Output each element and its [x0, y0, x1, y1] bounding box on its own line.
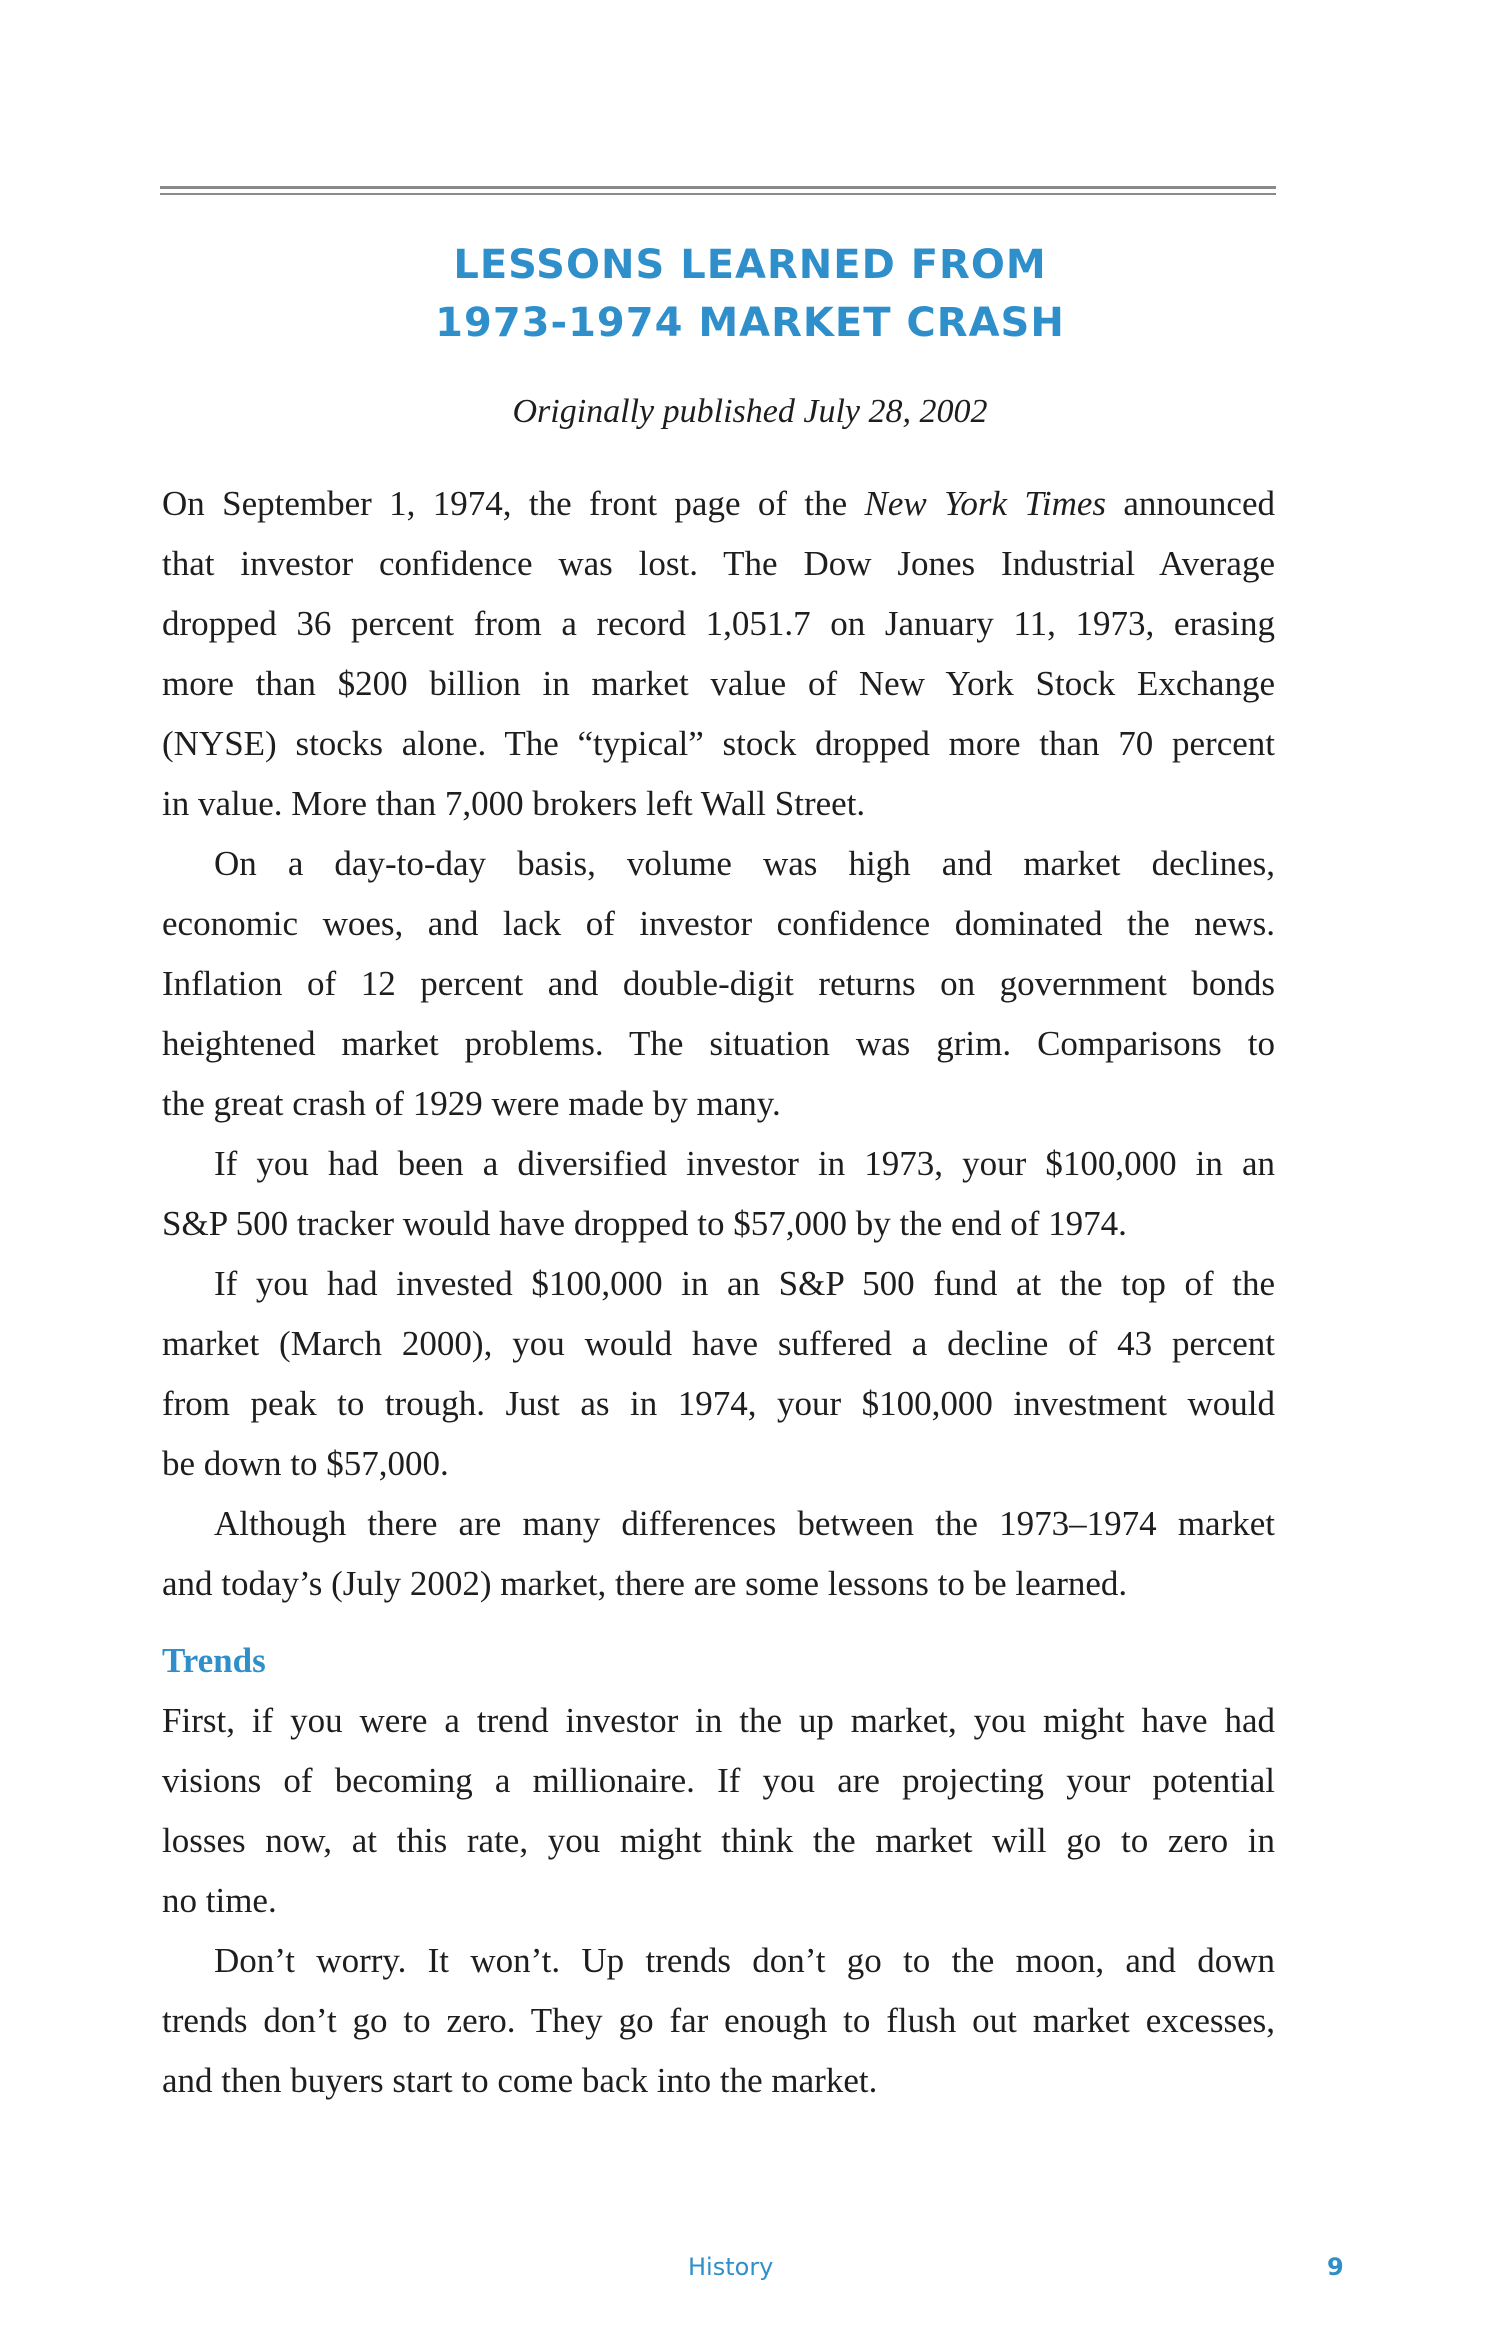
paragraph-line — [162, 534, 1275, 594]
paragraph-line — [162, 894, 1275, 954]
text-segment: announced — [1106, 484, 1275, 523]
paragraph-line — [162, 714, 1275, 774]
line-text: in value. More than 7,000 brokers left Wall Street. — [162, 784, 866, 823]
line-text: Inflation of 12 percent and double-digit returns on government bonds — [162, 964, 1275, 1003]
paragraph-line — [162, 594, 1275, 654]
paragraph-line — [162, 834, 1275, 894]
title-line-2: 1973-1974 MARKET CRASH — [435, 300, 1065, 346]
paragraph-line — [162, 1931, 1275, 1991]
line-text: that investor confidence was lost. The Dow Jones Industrial Average — [162, 544, 1275, 583]
paragraph-line — [162, 1074, 1275, 1134]
text-segment: On September 1, 1974, the front page of the — [162, 484, 865, 523]
paragraph-line — [162, 1434, 1275, 1494]
line-text: If you had invested $100,000 in an S&P 500 fund at the top of the — [214, 1264, 1275, 1303]
publication-name: New York Times — [864, 484, 1107, 523]
paragraph-line — [162, 1014, 1275, 1074]
footer-section: History — [688, 2253, 774, 2281]
paragraph-line — [162, 474, 1275, 534]
publication-date: Originally published July 28, 2002 — [512, 393, 988, 430]
paragraph-line — [162, 2051, 1275, 2111]
paragraph-line — [162, 654, 1275, 714]
paragraph-line — [162, 1374, 1275, 1434]
article-title — [0, 236, 1500, 352]
paragraph-line — [162, 1314, 1275, 1374]
paragraph-line — [162, 1494, 1275, 1554]
line-text: Although there are many differences between the 1973–1974 market — [214, 1504, 1275, 1543]
paragraph-line — [162, 1194, 1275, 1254]
article-body — [162, 474, 1275, 2111]
title-line-1: LESSONS LEARNED FROM — [453, 242, 1047, 288]
line-text: trends don’t go to zero. They go far enough to flush out market excesses, — [162, 2001, 1275, 2040]
line-text: First, if you were a trend investor in the up market, you might have had — [162, 1701, 1275, 1740]
line-text: Don’t worry. It won’t. Up trends don’t go to the moon, and down — [214, 1941, 1275, 1980]
line-text: dropped 36 percent from a record 1,051.7 on January 11, 1973, erasing — [162, 604, 1275, 643]
paragraph-line — [162, 1554, 1275, 1614]
paragraph-7 — [162, 1931, 1275, 2111]
line-text: from peak to trough. Just as in 1974, your $100,000 investment would — [162, 1384, 1275, 1423]
paragraph-line — [162, 1811, 1275, 1871]
line-text: (NYSE) stocks alone. The “typical” stock dropped more than 70 percent — [162, 724, 1275, 763]
paragraph-2 — [162, 834, 1275, 1134]
line-text: market (March 2000), you would have suffered a decline of 43 percent — [162, 1324, 1275, 1363]
top-rule — [160, 186, 1276, 189]
paragraph-line — [162, 1134, 1275, 1194]
line-text: more than $200 billion in market value of New York Stock Exchange — [162, 664, 1275, 703]
paragraph-line — [162, 1751, 1275, 1811]
line-text: be down to $57,000. — [162, 1444, 449, 1483]
line-text: economic woes, and lack of investor confidence dominated the news. — [162, 904, 1275, 943]
line-text: If you had been a diversified investor in 1973, your $100,000 in an — [214, 1144, 1275, 1183]
paragraph-line — [162, 1991, 1275, 2051]
paragraph-1 — [162, 534, 1275, 834]
paragraph-4 — [162, 1254, 1275, 1494]
paragraph-3 — [162, 1134, 1275, 1254]
paragraph-line — [162, 954, 1275, 1014]
paragraph-line — [162, 1254, 1275, 1314]
paragraph-5 — [162, 1494, 1275, 1614]
line-text: visions of becoming a millionaire. If you are projecting your potential — [162, 1761, 1275, 1800]
line-text: heightened market problems. The situation was grim. Comparisons to — [162, 1024, 1275, 1063]
line-text: and today’s (July 2002) market, there are some lessons to be learned. — [162, 1564, 1128, 1603]
paragraph-6 — [162, 1691, 1275, 1931]
paragraph-line — [162, 1691, 1275, 1751]
line-text: and then buyers start to come back into the market. — [162, 2061, 878, 2100]
line-text: the great crash of 1929 were made by many. — [162, 1084, 781, 1123]
line-text: On a day-to-day basis, volume was high and market declines, — [214, 844, 1275, 883]
line-text: losses now, at this rate, you might think the market will go to zero in — [162, 1821, 1275, 1860]
paragraph-line — [162, 774, 1275, 834]
line-text: no time. — [162, 1881, 277, 1920]
paragraph-line — [162, 1871, 1275, 1931]
line-text: S&P 500 tracker would have dropped to $57,000 by the end of 1974. — [162, 1204, 1127, 1243]
section-heading-trends: Trends — [162, 1641, 266, 1680]
top-rule-2 — [160, 193, 1276, 195]
page-number: 9 — [1327, 2253, 1344, 2281]
